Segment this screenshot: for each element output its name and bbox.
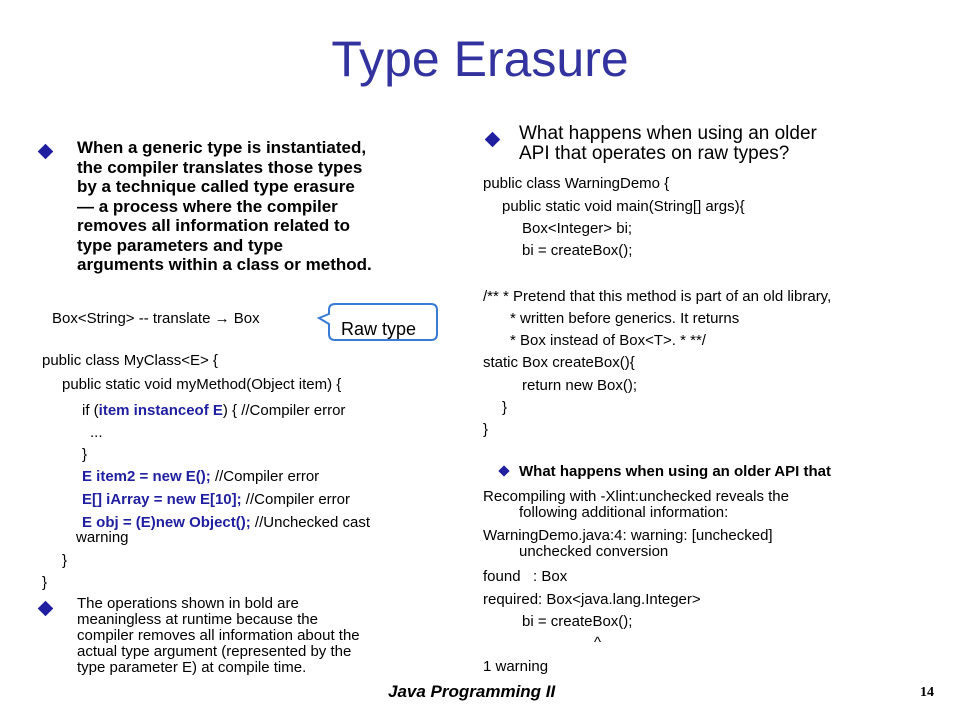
- output-line: ^: [594, 634, 602, 651]
- output-line: following additional information:: [519, 504, 729, 521]
- code-line: E[] iArray = new E[10]; //Compiler error: [82, 491, 350, 508]
- code-line: public static void myMethod(Object item) {: [62, 376, 342, 393]
- output-line: Recompiling with -Xlint:unchecked reveals the: [483, 488, 789, 505]
- bullet-diamond-icon: [485, 132, 501, 148]
- code-line: public class MyClass<E> {: [42, 352, 218, 369]
- bullet-diamond-icon: [38, 144, 54, 160]
- output-line: 1 warning: [483, 658, 549, 675]
- right-bullet1-text: What happens when using an older API that operates on raw types?: [519, 123, 817, 164]
- footer-course: Java Programming II: [388, 682, 556, 701]
- bullet1-text: When a generic type is instantiated, the compiler translates those types by a technique called type erasure — a process where the compiler removes all information related to type parameters and type arguments within a class or method.: [77, 138, 372, 274]
- code-line: warning: [76, 529, 129, 546]
- code-line: }: [502, 399, 508, 416]
- output-line: required: Box<java.lang.Integer>: [483, 591, 701, 608]
- code-line: if (item instanceof E) { //Compiler error: [82, 402, 346, 419]
- code-line: public static void main(String[] args){: [502, 198, 745, 215]
- right-bullet2-text: What happens when using an older API that: [519, 463, 831, 480]
- code-line: bi = createBox();: [522, 242, 633, 259]
- code-line: ...: [90, 424, 103, 441]
- page-number: 14: [920, 685, 934, 700]
- raw-type-callout: [317, 302, 439, 342]
- output-line: found : Box: [483, 568, 568, 585]
- bullet-diamond-icon: [498, 465, 509, 476]
- code-line: /** * Pretend that this method is part of an old library,: [483, 288, 832, 305]
- callout-label: Raw type: [341, 319, 417, 339]
- code-line: * written before generics. It returns: [510, 310, 740, 327]
- code-line: public class WarningDemo {: [483, 175, 670, 192]
- code-line: return new Box();: [522, 377, 638, 394]
- code-line: }: [82, 446, 88, 463]
- code-line: Box<Integer> bi;: [522, 220, 633, 237]
- translate-line: Box<String> -- translate → Box: [52, 310, 260, 327]
- code-line: E item2 = new E(); //Compiler error: [82, 468, 320, 485]
- bullet-diamond-icon: [38, 601, 54, 617]
- output-line: bi = createBox();: [522, 613, 633, 630]
- output-line: unchecked conversion: [519, 543, 669, 560]
- bullet2-text: The operations shown in bold are meaningless at runtime because the compiler removes all information about the actual type argument (represented by the type parameter E) at compile time.: [77, 595, 360, 676]
- code-line: }: [483, 421, 489, 438]
- code-line: }: [62, 552, 68, 569]
- code-line: E obj = (E)new Object(); //Unchecked cast: [82, 514, 370, 531]
- code-line: }: [42, 574, 48, 591]
- slide-title: Type Erasure: [331, 31, 629, 87]
- output-line: WarningDemo.java:4: warning: [unchecked]: [483, 527, 773, 544]
- code-line: * Box instead of Box<T>. * **/: [510, 332, 706, 349]
- code-line: static Box createBox(){: [483, 354, 635, 371]
